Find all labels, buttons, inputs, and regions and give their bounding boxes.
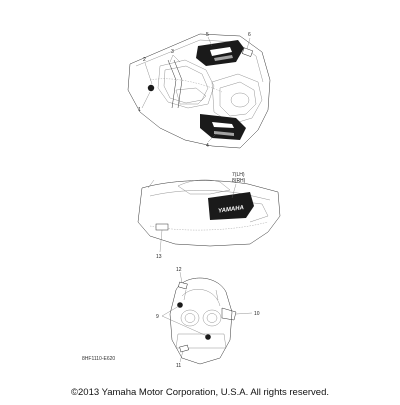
- top-deck-view: [128, 34, 270, 148]
- rear-emblem-decal-left: [177, 302, 183, 308]
- callout-12: 12: [176, 267, 182, 273]
- diagram-code: 8HF1110-E620: [82, 356, 116, 362]
- side-hull-view: [138, 180, 280, 252]
- callout-5: 5: [206, 32, 209, 38]
- warning-label-decal: [156, 224, 168, 230]
- callout-1: 1: [138, 107, 141, 113]
- callout-11: 11: [176, 363, 182, 369]
- rear-upper-decal: [178, 282, 187, 289]
- callout-10: 10: [254, 311, 260, 317]
- callout-2: 2: [143, 57, 146, 63]
- callout-7: 7(LH): [232, 172, 245, 178]
- callout-8: 8(RH): [232, 178, 246, 184]
- callout-4: 4: [206, 143, 209, 149]
- copyright-notice: ©2013 Yamaha Motor Corporation, U.S.A. All rights reserved.: [71, 387, 329, 398]
- callout-9: 9: [156, 314, 159, 320]
- rear-emblem-decal-right: [205, 334, 211, 340]
- callout-13: 13: [156, 254, 162, 260]
- callout-3: 3: [171, 49, 174, 55]
- rear-lower-decal: [180, 345, 189, 352]
- rear-step-decal: [222, 308, 236, 320]
- yamaha-decal-text: YAMAHA: [217, 205, 245, 215]
- rear-corner-decal: [242, 48, 253, 57]
- callout-6: 6: [248, 32, 251, 38]
- nose-emblem-decal: [148, 85, 154, 91]
- rear-platform-view: [162, 272, 252, 364]
